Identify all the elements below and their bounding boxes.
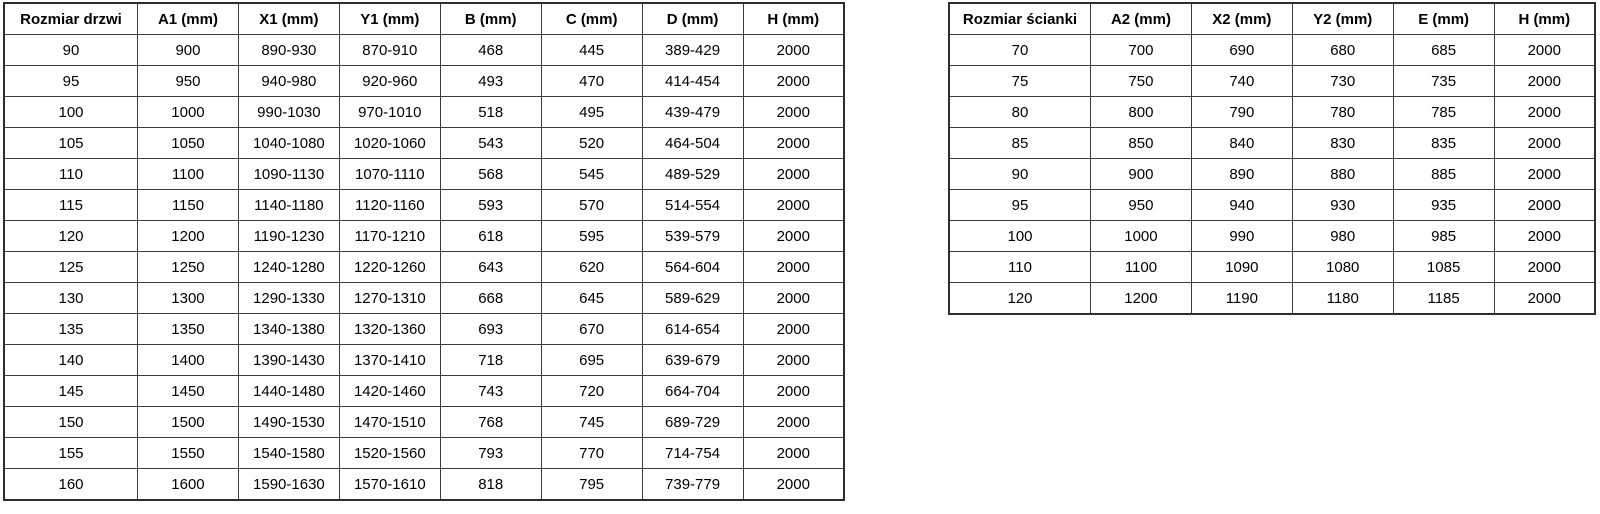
table-cell: 70 [949,35,1091,66]
table-cell: 115 [4,190,138,221]
column-header: H (mm) [1494,3,1595,35]
table-cell: 2000 [1494,283,1595,315]
table-row [949,35,1595,66]
table-cell: 668 [440,283,541,314]
table-cell: 890-930 [238,35,339,66]
table-cell: 1050 [138,128,239,159]
table-cell: 890 [1191,159,1292,190]
table-cell: 2000 [1494,128,1595,159]
table-cell: 489-529 [642,159,743,190]
table-cell: 543 [440,128,541,159]
table-cell: 2000 [743,190,844,221]
table-cell: 1390-1430 [238,345,339,376]
table-cell: 620 [541,252,642,283]
table-cell: 130 [4,283,138,314]
table-cell: 85 [949,128,1091,159]
table-cell: 2000 [743,221,844,252]
table-cell: 2000 [743,252,844,283]
table-cell: 743 [440,376,541,407]
table-row [4,35,844,66]
table-row [949,190,1595,221]
table-cell: 618 [440,221,541,252]
table-cell: 1190 [1191,283,1292,315]
table-cell: 495 [541,97,642,128]
table-cell: 120 [4,221,138,252]
column-header: H (mm) [743,3,844,35]
table-cell: 1420-1460 [339,376,440,407]
table-cell: 818 [440,469,541,501]
table-cell: 830 [1292,128,1393,159]
table-cell: 464-504 [642,128,743,159]
table-cell: 885 [1393,159,1494,190]
table-cell: 790 [1191,97,1292,128]
table-cell: 970-1010 [339,97,440,128]
table-cell: 1500 [138,407,239,438]
table-cell: 689-729 [642,407,743,438]
table-cell: 1100 [1091,252,1192,283]
table-cell: 90 [949,159,1091,190]
table-row [4,314,844,345]
table-cell: 1120-1160 [339,190,440,221]
table-cell: 1490-1530 [238,407,339,438]
table-cell: 940 [1191,190,1292,221]
table-row [4,97,844,128]
table-cell: 768 [440,407,541,438]
table-cell: 2000 [1494,221,1595,252]
table-cell: 100 [4,97,138,128]
table-cell: 2000 [743,35,844,66]
table-cell: 105 [4,128,138,159]
table-cell: 110 [949,252,1091,283]
table-cell: 664-704 [642,376,743,407]
table-row [949,252,1595,283]
table-cell: 745 [541,407,642,438]
table-row [949,97,1595,128]
table-cell: 900 [1091,159,1192,190]
table-cell: 570 [541,190,642,221]
column-header: X2 (mm) [1191,3,1292,35]
table-cell: 545 [541,159,642,190]
table-cell: 2000 [743,345,844,376]
table-cell: 1090 [1191,252,1292,283]
table-cell: 593 [440,190,541,221]
table-cell: 2000 [743,159,844,190]
table-cell: 700 [1091,35,1192,66]
table-cell: 735 [1393,66,1494,97]
table-row [4,345,844,376]
table-cell: 95 [4,66,138,97]
table-cell: 714-754 [642,438,743,469]
table-cell: 493 [440,66,541,97]
table-cell: 539-579 [642,221,743,252]
table-cell: 1000 [1091,221,1192,252]
table-cell: 2000 [1494,252,1595,283]
table-cell: 160 [4,469,138,501]
table-cell: 1020-1060 [339,128,440,159]
column-header: Rozmiar ścianki [949,3,1091,35]
table-cell: 643 [440,252,541,283]
table-cell: 1570-1610 [339,469,440,501]
table-row [4,252,844,283]
table-cell: 740 [1191,66,1292,97]
table-cell: 1180 [1292,283,1393,315]
table-cell: 614-654 [642,314,743,345]
table-cell: 1340-1380 [238,314,339,345]
table-cell: 518 [440,97,541,128]
table-cell: 1540-1580 [238,438,339,469]
table-cell: 985 [1393,221,1494,252]
table-cell: 1520-1560 [339,438,440,469]
column-header: D (mm) [642,3,743,35]
table-row [949,128,1595,159]
table-cell: 80 [949,97,1091,128]
column-header: C (mm) [541,3,642,35]
table-cell: 1200 [1091,283,1192,315]
column-header: E (mm) [1393,3,1494,35]
table-cell: 770 [541,438,642,469]
table-cell: 1590-1630 [238,469,339,501]
table-cell: 2000 [1494,35,1595,66]
column-header: Y2 (mm) [1292,3,1393,35]
table-cell: 125 [4,252,138,283]
table-cell: 835 [1393,128,1494,159]
table-row [4,438,844,469]
table-row [4,128,844,159]
table-cell: 1470-1510 [339,407,440,438]
table-cell: 2000 [743,407,844,438]
table-cell: 850 [1091,128,1192,159]
table-cell: 470 [541,66,642,97]
table-cell: 730 [1292,66,1393,97]
table-cell: 389-429 [642,35,743,66]
table-cell: 155 [4,438,138,469]
header-row [4,3,844,35]
table-cell: 685 [1393,35,1494,66]
table-cell: 785 [1393,97,1494,128]
table-cell: 1270-1310 [339,283,440,314]
table-cell: 1370-1410 [339,345,440,376]
table-cell: 2000 [743,314,844,345]
table-cell: 950 [1091,190,1192,221]
table-cell: 793 [440,438,541,469]
table-cell: 90 [4,35,138,66]
table-cell: 980 [1292,221,1393,252]
table-cell: 2000 [1494,97,1595,128]
column-header: B (mm) [440,3,541,35]
table-cell: 140 [4,345,138,376]
table-cell: 568 [440,159,541,190]
table-cell: 900 [138,35,239,66]
table-cell: 1000 [138,97,239,128]
table-cell: 1240-1280 [238,252,339,283]
table-cell: 920-960 [339,66,440,97]
table-cell: 1290-1330 [238,283,339,314]
table-cell: 120 [949,283,1091,315]
column-header: Rozmiar drzwi [4,3,138,35]
table-cell: 693 [440,314,541,345]
table-cell: 690 [1191,35,1292,66]
table-cell: 2000 [743,376,844,407]
table-row [4,283,844,314]
table-cell: 680 [1292,35,1393,66]
door-dimensions-table [3,2,845,501]
table-cell: 1040-1080 [238,128,339,159]
column-header: A2 (mm) [1091,3,1192,35]
table-cell: 930 [1292,190,1393,221]
table-row [4,469,844,501]
table-cell: 145 [4,376,138,407]
table-row [4,221,844,252]
table-cell: 100 [949,221,1091,252]
header-row [949,3,1595,35]
column-header: X1 (mm) [238,3,339,35]
table-cell: 564-604 [642,252,743,283]
table-cell: 1090-1130 [238,159,339,190]
table-cell: 645 [541,283,642,314]
table-cell: 1080 [1292,252,1393,283]
table-cell: 720 [541,376,642,407]
table-cell: 739-779 [642,469,743,501]
table-cell: 1440-1480 [238,376,339,407]
table-row [4,159,844,190]
table-cell: 439-479 [642,97,743,128]
table-cell: 445 [541,35,642,66]
table-cell: 990-1030 [238,97,339,128]
table-cell: 870-910 [339,35,440,66]
table-cell: 468 [440,35,541,66]
table-cell: 95 [949,190,1091,221]
table-cell: 1140-1180 [238,190,339,221]
table-row [4,66,844,97]
table-cell: 840 [1191,128,1292,159]
table-cell: 589-629 [642,283,743,314]
table-cell: 1400 [138,345,239,376]
table-cell: 935 [1393,190,1494,221]
table-cell: 595 [541,221,642,252]
table-cell: 1320-1360 [339,314,440,345]
table-cell: 990 [1191,221,1292,252]
table-cell: 718 [440,345,541,376]
table-cell: 880 [1292,159,1393,190]
table-cell: 1100 [138,159,239,190]
table-cell: 1070-1110 [339,159,440,190]
table-cell: 2000 [743,97,844,128]
table-cell: 2000 [743,283,844,314]
table-cell: 2000 [1494,190,1595,221]
table-cell: 150 [4,407,138,438]
table-row [4,407,844,438]
table-cell: 520 [541,128,642,159]
table-cell: 1190-1230 [238,221,339,252]
table-row [949,221,1595,252]
table-cell: 1220-1260 [339,252,440,283]
table-cell: 1350 [138,314,239,345]
table-cell: 2000 [743,66,844,97]
table-cell: 2000 [743,469,844,501]
table-cell: 1450 [138,376,239,407]
column-header: A1 (mm) [138,3,239,35]
table-cell: 2000 [1494,159,1595,190]
table-cell: 750 [1091,66,1192,97]
table-cell: 940-980 [238,66,339,97]
table-cell: 75 [949,66,1091,97]
table-cell: 135 [4,314,138,345]
table-row [949,66,1595,97]
table-cell: 1150 [138,190,239,221]
table-cell: 670 [541,314,642,345]
table-cell: 1185 [1393,283,1494,315]
table-cell: 795 [541,469,642,501]
table-cell: 2000 [743,128,844,159]
table-cell: 1200 [138,221,239,252]
table-cell: 2000 [743,438,844,469]
table-cell: 1550 [138,438,239,469]
wall-dimensions-table [948,2,1596,315]
table-cell: 414-454 [642,66,743,97]
column-header: Y1 (mm) [339,3,440,35]
table-cell: 780 [1292,97,1393,128]
table-row [949,159,1595,190]
table-cell: 1170-1210 [339,221,440,252]
table-cell: 1300 [138,283,239,314]
table-row [4,376,844,407]
table-cell: 1250 [138,252,239,283]
table-cell: 695 [541,345,642,376]
table-cell: 639-679 [642,345,743,376]
table-row [4,190,844,221]
table-cell: 800 [1091,97,1192,128]
table-cell: 1085 [1393,252,1494,283]
table-cell: 2000 [1494,66,1595,97]
table-cell: 1600 [138,469,239,501]
table-cell: 950 [138,66,239,97]
table-row [949,283,1595,315]
table-cell: 110 [4,159,138,190]
table-cell: 514-554 [642,190,743,221]
